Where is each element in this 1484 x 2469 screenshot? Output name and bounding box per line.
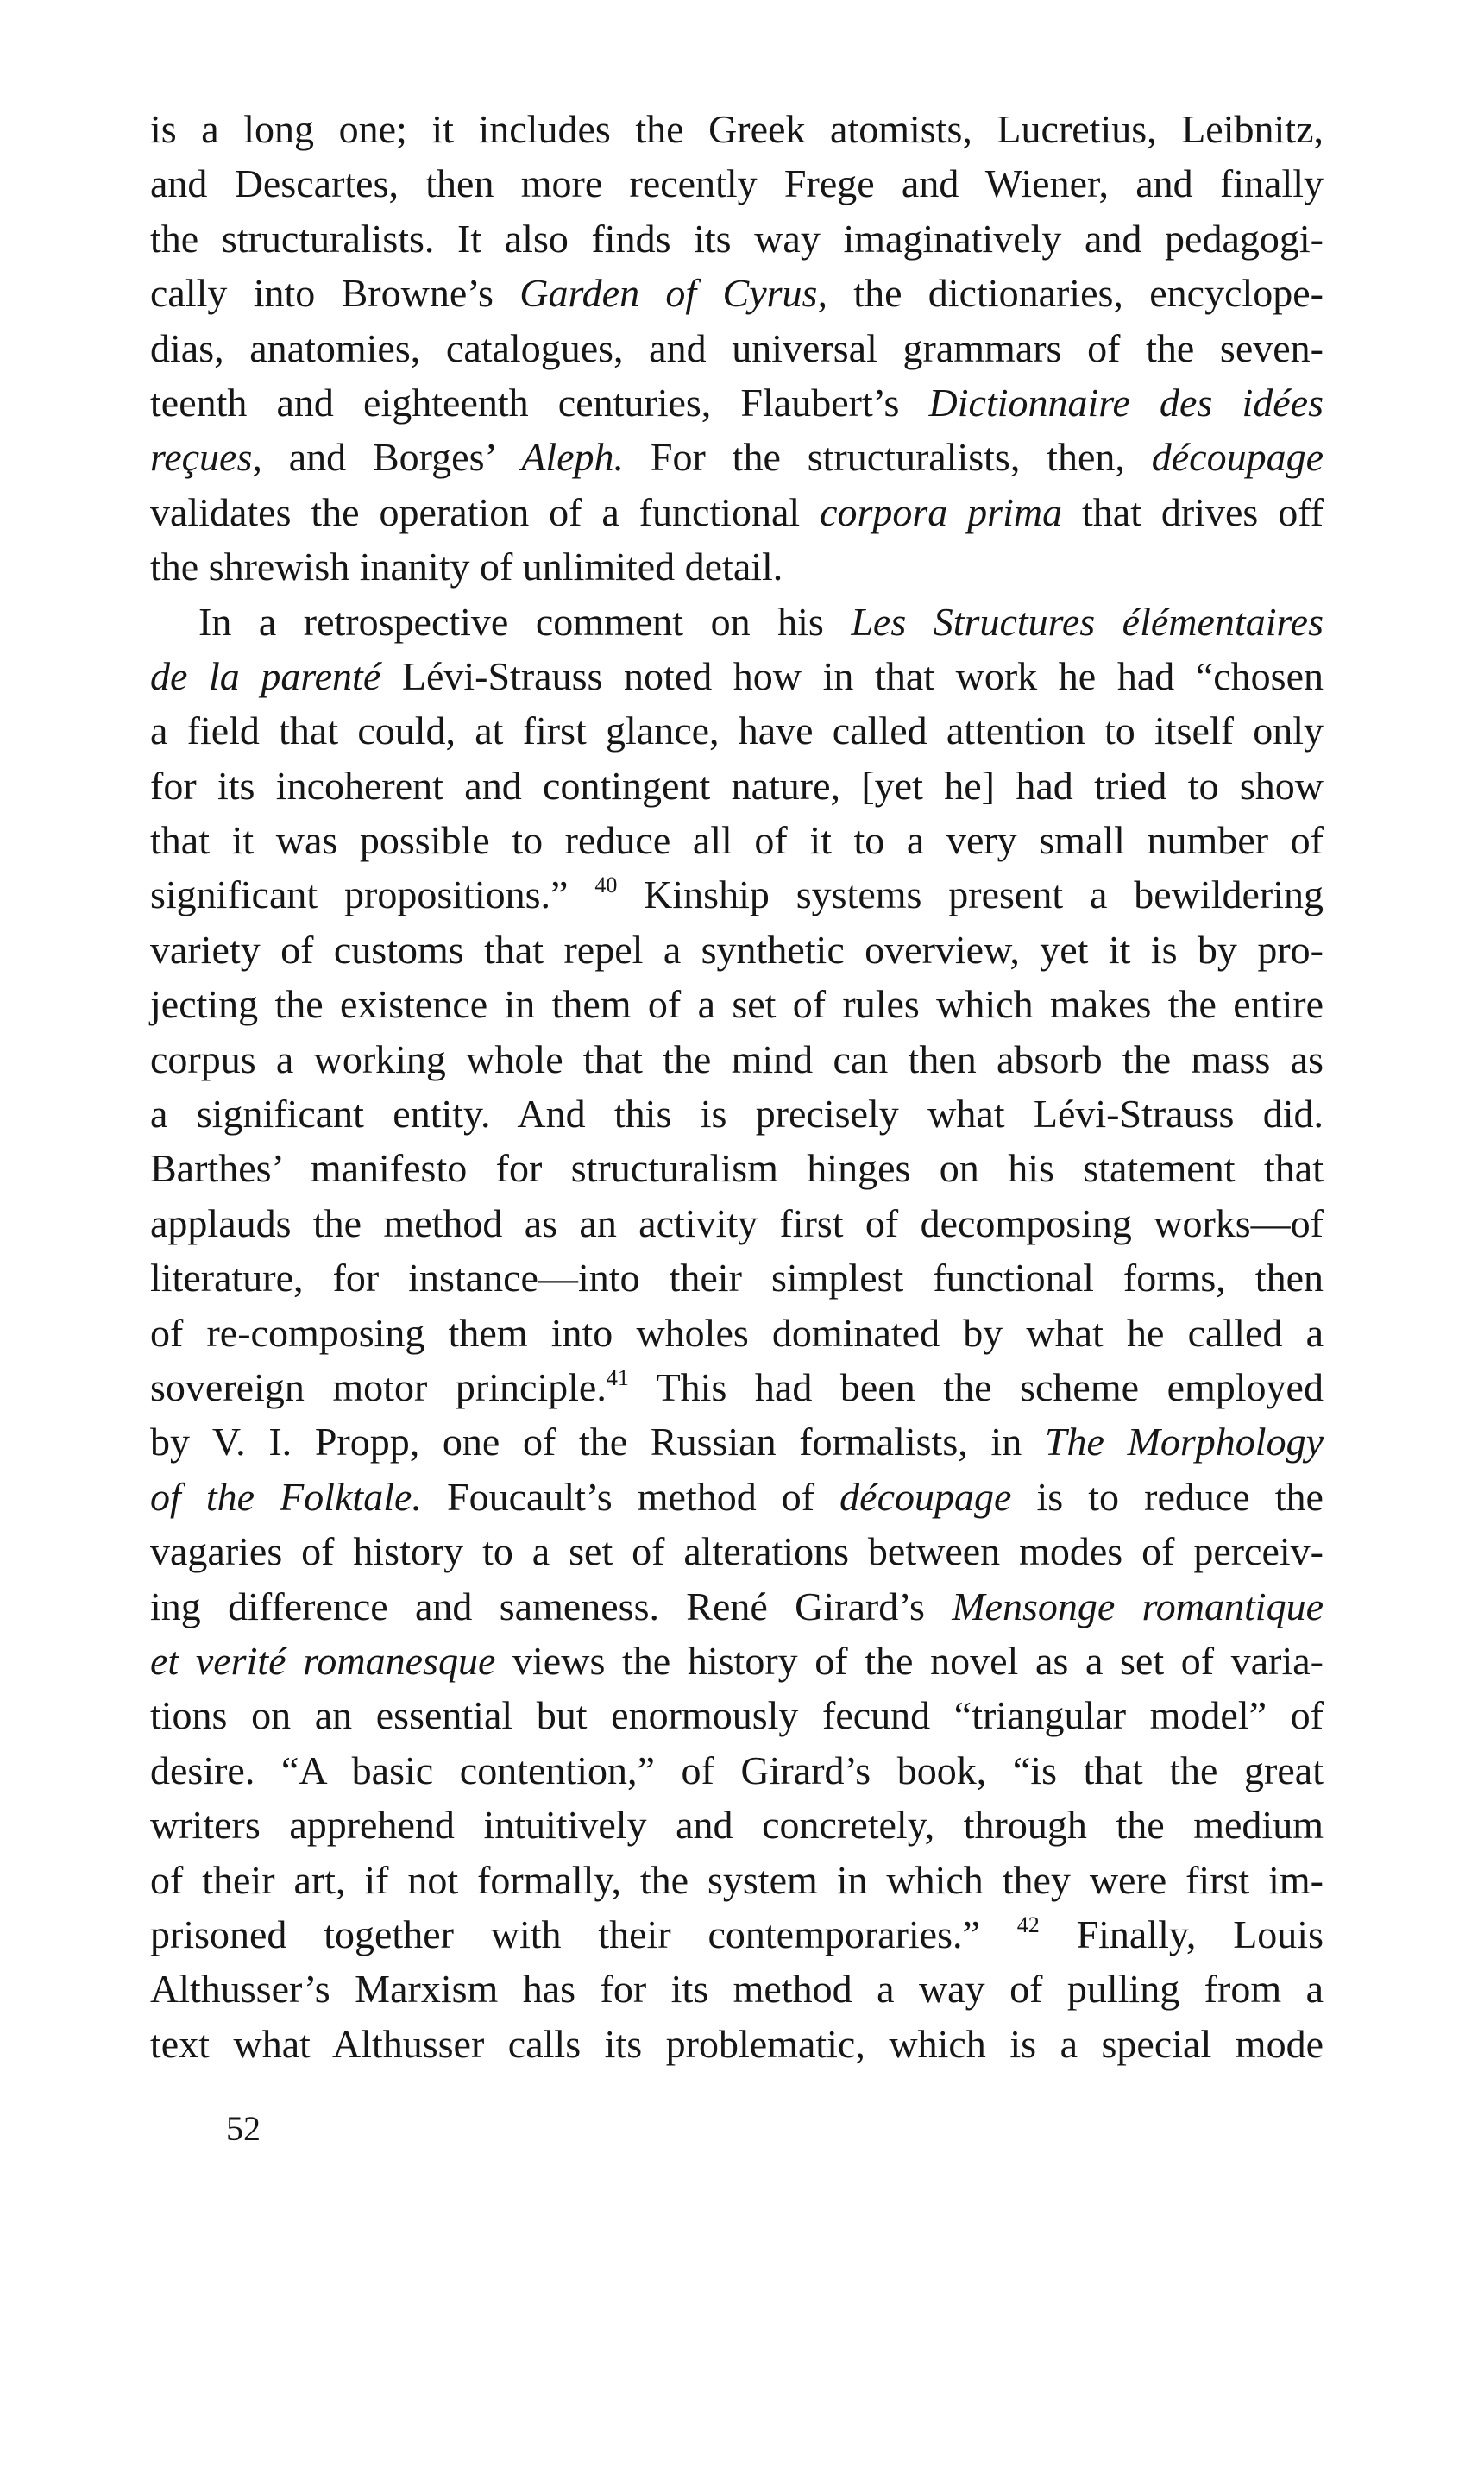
text-line xyxy=(150,595,1324,649)
text-run: applauds the method as an activity first of decomposing works—of xyxy=(150,1200,1324,1245)
italic-text: of the Folktale. xyxy=(150,1474,422,1519)
italic-text: Garden of Cyrus, xyxy=(519,271,827,316)
text-run: Barthes’ manifesto for structuralism hinges on his statement that xyxy=(150,1146,1324,1191)
text-line xyxy=(150,759,1324,813)
text-run: jecting the existence in them of a set of rules which makes the entire xyxy=(150,982,1324,1027)
italic-text: Aleph. xyxy=(521,435,625,480)
text-line xyxy=(150,1579,1324,1634)
text-line xyxy=(150,156,1324,211)
text-line xyxy=(150,1524,1324,1578)
italic-text: The Morphology xyxy=(1044,1420,1324,1464)
text-run: of re-composing them into wholes dominated by what he called a xyxy=(150,1310,1324,1355)
text-line xyxy=(150,1032,1324,1086)
text-line xyxy=(150,1086,1324,1141)
footnote-reference: 41 xyxy=(606,1364,629,1390)
text-run: by V. I. Propp, one of the Russian formalists, in xyxy=(150,1420,1045,1464)
text-line xyxy=(150,1634,1324,1688)
italic-text: de la parenté xyxy=(150,653,381,698)
text-line xyxy=(150,977,1324,1031)
text-line xyxy=(150,1798,1324,1852)
text-run: for its incoherent and contingent nature, [yet he] had tried to show xyxy=(150,763,1324,808)
text-run: significant propositions.” xyxy=(150,872,595,917)
text-run: a field that could, at first glance, have called attention to itself only xyxy=(150,709,1324,753)
text-run: variety of customs that repel a synthetic overview, yet it is by pro- xyxy=(150,927,1324,972)
text-line xyxy=(150,485,1324,539)
text-line xyxy=(150,649,1324,703)
text-run: cally into Browne’s xyxy=(150,271,520,316)
text-line xyxy=(150,1306,1324,1360)
text-run: In a retrospective comment on his xyxy=(198,599,852,644)
text-run: ing difference and sameness. René Girard’s xyxy=(150,1584,953,1628)
text-line xyxy=(150,430,1324,484)
text-line xyxy=(150,1853,1324,1907)
text-run: vagaries of history to a set of alterations between modes of perceiv- xyxy=(150,1529,1324,1574)
text-run: is a long one; it includes the Greek atomists, Lucretius, Leibnitz, xyxy=(150,107,1324,151)
page-number: 52 xyxy=(226,2109,261,2148)
italic-text: et verité romanesque xyxy=(150,1638,496,1683)
text-run: of their art, if not formally, the system in which they were first im- xyxy=(150,1857,1324,1902)
text-run: Lévi-Strauss noted how in that work he had “chosen xyxy=(380,653,1324,698)
text-run: text what Althusser calls its problematic, which is a special mode xyxy=(150,2021,1324,2066)
italic-text: découpage xyxy=(1151,435,1324,480)
text-line xyxy=(150,1743,1324,1798)
text-run: For the structuralists, then, xyxy=(624,435,1152,480)
text-run: that it was possible to reduce all of it to a very small number of xyxy=(150,818,1324,863)
text-run: writers apprehend intuitively and concretely, through the medium xyxy=(150,1803,1324,1848)
text-run: the shrewish inanity of unlimited detail. xyxy=(150,545,783,589)
text-run: literature, for instance—into their simplest functional forms, then xyxy=(150,1256,1324,1301)
text-line xyxy=(150,321,1324,375)
text-run: Finally, Louis xyxy=(1039,1912,1324,1956)
italic-text: Les Structures élémentaires xyxy=(851,599,1324,644)
page-body xyxy=(150,102,1324,2071)
text-line xyxy=(150,1414,1324,1469)
text-run: teenth and eighteenth centuries, Flaubert’s xyxy=(150,380,929,425)
text-run: the structuralists. It also finds its way imaginatively and pedagogi- xyxy=(150,216,1324,261)
text-run: is to reduce the xyxy=(1011,1474,1324,1519)
text-line xyxy=(150,539,1324,594)
text-run: views the history of the novel as a set of varia- xyxy=(495,1638,1324,1683)
text-line xyxy=(150,2017,1324,2071)
text-run: prisoned together with their contemporaries.” xyxy=(150,1912,1017,1956)
text-run: validates the operation of a functional xyxy=(150,489,821,534)
text-line xyxy=(150,1962,1324,2016)
text-line xyxy=(150,813,1324,867)
text-run: dias, anatomies, catalogues, and universal grammars of the seven- xyxy=(150,325,1324,370)
text-run: and Borges’ xyxy=(261,435,522,480)
italic-text: corpora prima xyxy=(820,489,1063,534)
text-run: the dictionaries, encyclope- xyxy=(827,271,1324,316)
footnote-reference: 40 xyxy=(594,872,618,898)
text-line xyxy=(150,867,1324,922)
text-line xyxy=(150,1250,1324,1305)
text-run: sovereign motor principle. xyxy=(150,1364,607,1409)
text-line xyxy=(150,211,1324,266)
text-line xyxy=(150,1196,1324,1250)
text-run: that drives off xyxy=(1062,489,1324,534)
text-line xyxy=(150,1907,1324,1962)
text-line xyxy=(150,923,1324,977)
text-run: and Descartes, then more recently Frege and Wiener, and finally xyxy=(150,161,1324,206)
text-run: This had been the scheme employed xyxy=(628,1364,1324,1409)
text-run: Kinship systems present a bewildering xyxy=(617,872,1324,917)
text-run: desire. “A basic contention,” of Girard’s book, “is that the great xyxy=(150,1748,1324,1792)
text-line xyxy=(150,375,1324,430)
text-line xyxy=(150,102,1324,156)
italic-text: Mensonge romantique xyxy=(952,1584,1324,1628)
italic-text: reçues, xyxy=(150,435,262,480)
text-line xyxy=(150,703,1324,758)
text-run: Althusser’s Marxism has for its method a way of pulling from a xyxy=(150,1967,1324,2012)
text-line xyxy=(150,1470,1324,1524)
text-line xyxy=(150,1360,1324,1414)
text-run: Foucault’s method of xyxy=(421,1474,840,1519)
text-line xyxy=(150,1141,1324,1195)
text-run: a significant entity. And this is precisely what Lévi-Strauss did. xyxy=(150,1092,1324,1137)
text-run: corpus a working whole that the mind can then absorb the mass as xyxy=(150,1036,1324,1081)
italic-text: Dictionnaire des idées xyxy=(928,380,1324,425)
text-line xyxy=(150,266,1324,320)
text-line xyxy=(150,1688,1324,1742)
text-run: tions on an essential but enormously fecund “triangular model” of xyxy=(150,1693,1324,1738)
footnote-reference: 42 xyxy=(1016,1912,1040,1937)
italic-text: découpage xyxy=(839,1474,1012,1519)
